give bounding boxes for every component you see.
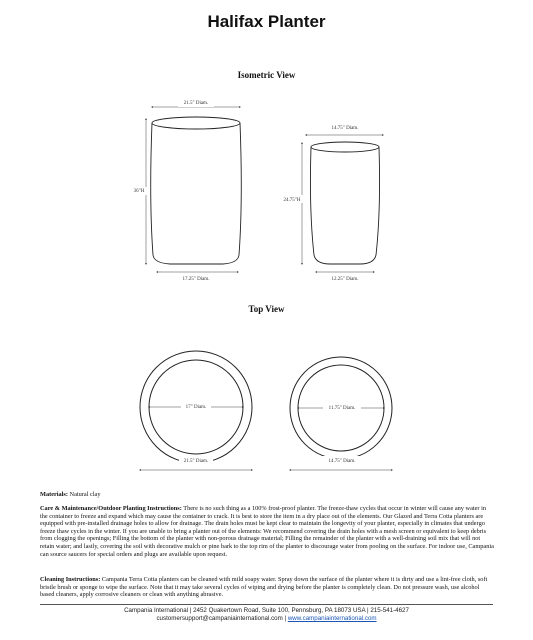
large-outer-diam-label: 21.5" Diam.: [183, 459, 209, 464]
care-label: Care & Maintenance/Outdoor Planting Instructions:: [40, 505, 182, 512]
small-inner-diam-label: 11.75" Diam.: [328, 406, 356, 411]
care-paragraph: [40, 505, 495, 558]
large-bottom-diam-label: 17.25" Diam.: [182, 277, 210, 282]
cleaning-paragraph: [40, 576, 495, 599]
materials-text: Natural clay: [67, 491, 101, 498]
small-planter-dimension-lines: [302, 135, 383, 272]
large-top-diam-label: 21.5" Diam.: [183, 101, 209, 106]
isometric-view-heading: Isometric View: [237, 70, 296, 80]
top-view-heading: Top View: [248, 304, 285, 314]
footer-contact: [0, 615, 533, 623]
large-planter-drawing: [151, 117, 242, 264]
care-text: There is no such thing as a 100% frost-proof planter. The freeze-thaw cycles that occur in winter will cause any water in the container to freeze and expand which may cause the container to crack. It is best to store the item in a dry place out of the elements. Our Glazed and Terra Cotta planters are equipped with pre-installed drainage holes to allow for drainage. The drain holes must be kept clear to maintain the longevity of your planter, especially in climates that undergo freeze thaw cycles in the winter. If you are unable to bring a planter out of the elements: We recommend covering the drain holes with a mesh screen or equivalent to keep debris from clogging the openings; Filling the bottom of the planter with non-porous drainage material; Filling the remainder of the planter with a well-draining soil mix that will not retain water; and lastly, covering the soil with decorative mulch or pine bark to the top rim of the planter to discourage water from pooling on the surface. For indoor use, Campania can source saucers for special orders and plugs are available upon request.: [40, 505, 494, 558]
small-height-label: 24.75"H: [283, 198, 301, 203]
footer-divider: [40, 604, 493, 605]
footer-address: Campania International | 2452 Quakertown Road, Suite 100, Pennsburg, PA 18073 USA | 215-541-4627: [124, 607, 409, 614]
small-outer-diam-label: 14.75" Diam.: [328, 459, 356, 464]
small-bottom-diam-label: 12.25" Diam.: [331, 277, 359, 282]
materials-label: Materials:: [40, 491, 68, 498]
small-planter-drawing: [310, 142, 379, 264]
cleaning-label: Cleaning Instructions:: [40, 576, 101, 583]
cleaning-text: Campania Terra Cotta planters can be cleaned with mild soapy water. Spray down the surface of the planter where it is dirty and use a lint-free cloth, soft bristle brush or sponge to wipe the surface. Note that it may take several cycles of wiping and drying before the planter is completely clean. Do not pressure wash, use alcohol based cleaners, apply corrosive cleaners or clean with anything abrasive.: [40, 576, 488, 599]
large-planter-dimension-lines: [146, 107, 240, 272]
materials-paragraph: [40, 491, 495, 499]
small-top-diam-label: 14.75" Diam.: [331, 126, 359, 131]
footer-website-link[interactable]: www.campaniainternational.com: [287, 615, 377, 622]
document-title: Halifax Planter: [207, 12, 326, 31]
large-height-label: 36"H: [133, 189, 145, 194]
footer-separator: |: [282, 615, 288, 622]
footer: [0, 607, 533, 623]
large-inner-diam-label: 17" Diam.: [185, 405, 207, 410]
footer-email[interactable]: customersupport@campaniainternational.com: [156, 615, 283, 622]
